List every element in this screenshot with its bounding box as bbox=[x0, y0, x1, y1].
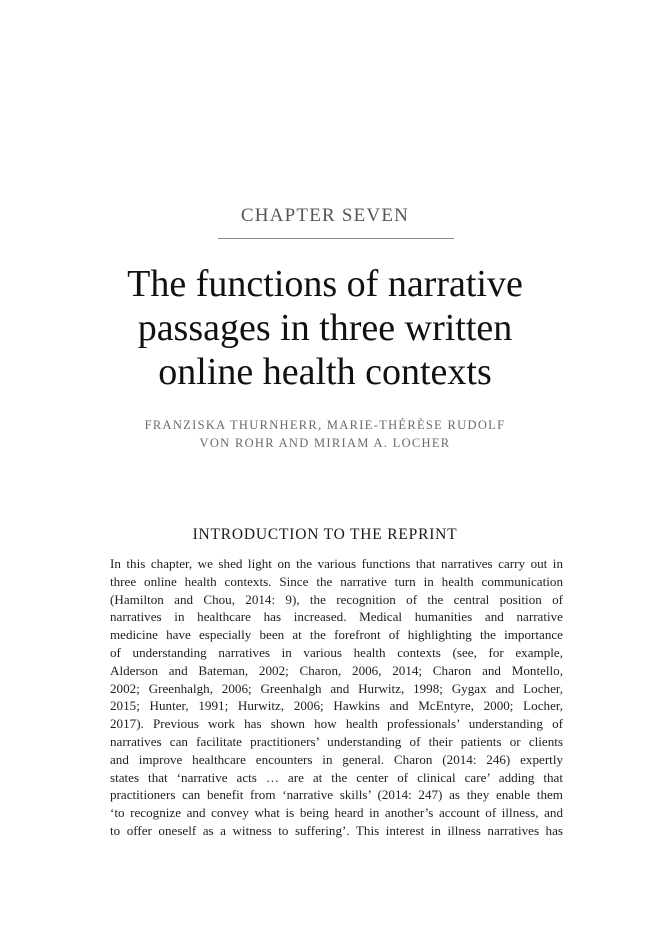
body-line: narratives can facilitate practitioners’ understanding of their patients or clients bbox=[110, 733, 563, 749]
body-line: states that ‘narrative acts … are at the center of clinical care’ adding that bbox=[110, 769, 563, 785]
chapter-authors bbox=[60, 416, 590, 452]
chapter-title-line: passages in three written bbox=[137, 307, 513, 349]
body-line: 2015; Hunter, 1991; Hurwitz, 2006; Hawkins and McEntyre, 2000; Locher, bbox=[110, 698, 563, 714]
body-line: 2017). Previous work has shown how health professionals’ understanding of bbox=[110, 716, 563, 732]
body-line: three online health contexts. Since the narrative turn in health communication bbox=[110, 573, 563, 589]
body-line: 2002; Greenhalgh, 2006; Greenhalgh and Hurwitz, 1998; Gygax and Locher, bbox=[110, 680, 563, 696]
body-line: of understanding narratives in various health contexts (see, for example, bbox=[110, 644, 563, 660]
body-line: to offer oneself as a witness to suffering’. This interest in illness narratives has bbox=[110, 822, 563, 838]
body-line: ‘to recognize and convey what is being heard in another’s account of illness, and bbox=[110, 805, 563, 821]
chapter-label: CHAPTER SEVEN bbox=[240, 205, 410, 226]
body-line: (Hamilton and Chou, 2014: 9), the recognition of the central position of bbox=[110, 591, 563, 607]
body-line: narratives in healthcare has increased. Medical humanities and narrative bbox=[110, 609, 563, 625]
section-heading: INTRODUCTION TO THE REPRINT bbox=[192, 526, 458, 543]
body-paragraph bbox=[110, 555, 563, 840]
body-line: Alderson and Bateman, 2002; Charon, 2006, 2014; Charon and Montello, bbox=[110, 662, 563, 678]
chapter-title bbox=[40, 262, 610, 394]
body-line: In this chapter, we shed light on the various functions that narratives carry out in bbox=[110, 556, 563, 571]
chapter-title-line: The functions of narrative bbox=[127, 263, 523, 305]
authors-line: VON ROHR AND MIRIAM A. LOCHER bbox=[199, 436, 451, 450]
body-line: and improve healthcare encounters in general. Charon (2014: 246) expertly bbox=[110, 751, 563, 767]
body-line: medicine have especially been at the forefront of highlighting the importance bbox=[110, 627, 563, 643]
authors-line: FRANZISKA THURNHERR, MARIE-THÉRÈSE RUDOLF bbox=[144, 418, 506, 432]
chapter-title-line: online health contexts bbox=[158, 351, 492, 393]
chapter-divider bbox=[218, 238, 454, 239]
body-line: practitioners can benefit from ‘narrative skills’ (2014: 247) as they enable them bbox=[110, 787, 563, 803]
